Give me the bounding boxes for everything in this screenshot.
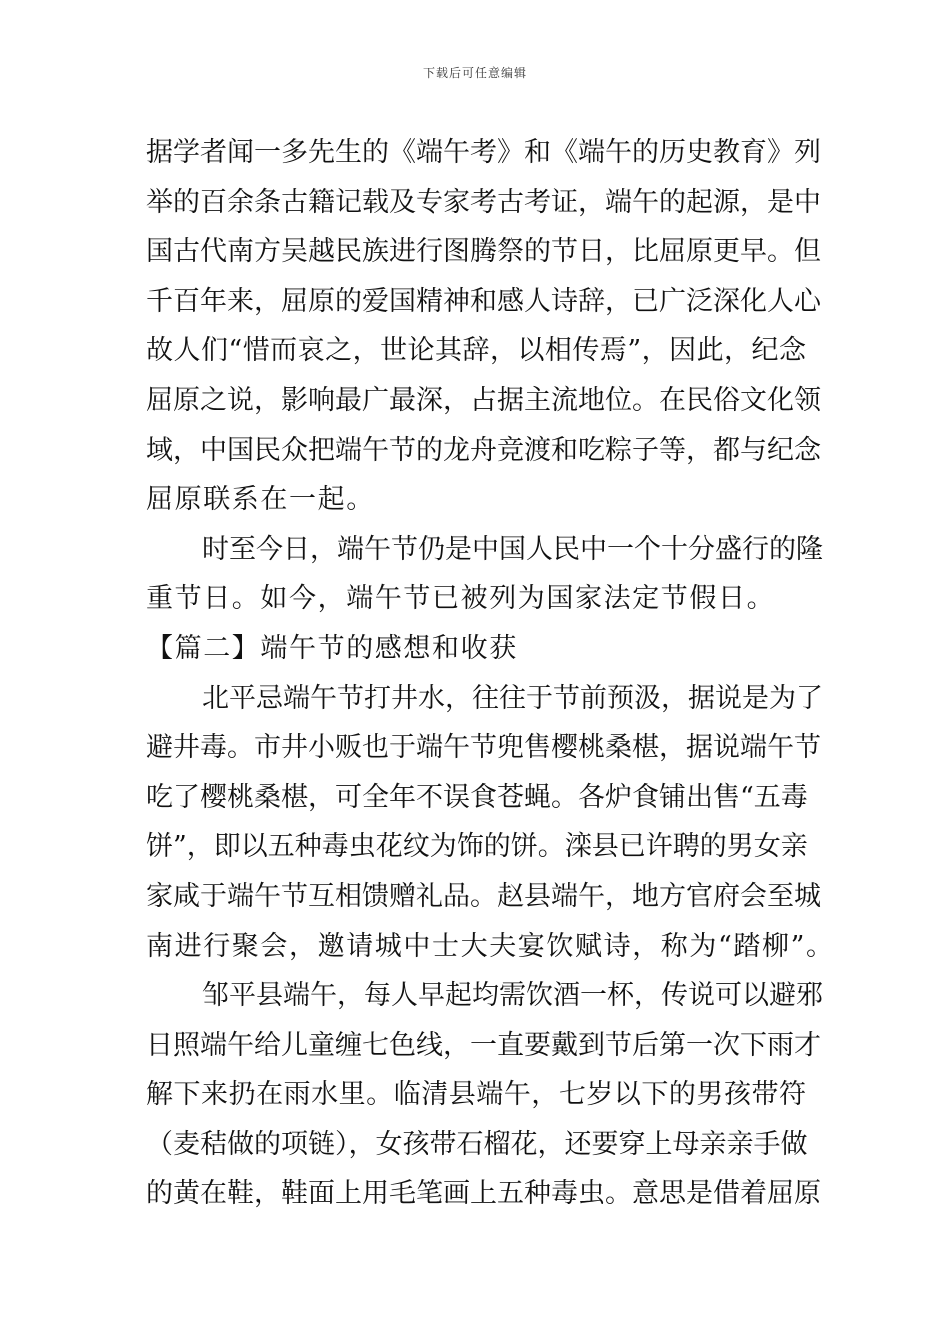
text-line: 饼”，即以五种毒虫花纹为饰的饼。滦县已许聘的男女亲 (146, 831, 808, 863)
text-line: 国古代南方吴越民族进行图腾祭的节日，比屈原更早。但 (146, 236, 821, 268)
text-line: 家咸于端午节互相馈赠礼品。赵县端午，地方官府会至城 (146, 880, 821, 912)
text-line: 故人们“惜而哀之，世论其辞，以相传焉”，因此，纪念 (146, 335, 806, 367)
text-line: 南进行聚会，邀请城中士大夫宴饮赋诗，称为“踏柳”。 (146, 930, 835, 962)
text-line: 重节日。如今，端午节已被列为国家法定节假日。 (146, 583, 776, 615)
section-heading: 【篇二】端午节的感想和收获 (146, 632, 518, 664)
text-line: 据学者闻一多先生的《端午考》和《端午的历史教育》列 (146, 137, 821, 168)
text-line: 的黄在鞋，鞋面上用毛笔画上五种毒虫。意思是借着屈原 (146, 1178, 821, 1210)
text-line: 屈原联系在一起。 (146, 484, 375, 516)
text-line: （麦秸做的项链），女孩带石榴花，还要穿上母亲亲手做 (146, 1128, 808, 1160)
text-line: 吃了樱桃桑椹，可全年不误食苍蝇。各炉食铺出售“五毒 (146, 781, 808, 813)
text-line: 日照端午给儿童缠七色线，一直要戴到节后第一次下雨才 (146, 1029, 821, 1061)
text-line: 举的百余条古籍记载及专家考古考证，端午的起源，是中 (146, 186, 821, 218)
page-header-note: 下载后可任意编辑 (422, 66, 527, 80)
text-line: 解下来扔在雨水里。临清县端午，七岁以下的男孩带符 (146, 1079, 806, 1111)
text-line: 避井毒。市井小贩也于端午节兜售樱桃桑椹，据说端午节 (146, 732, 821, 764)
text-line: 域，中国民众把端午节的龙舟竞渡和吃粽子等，都与纪念 (146, 434, 821, 466)
text-line: 北平忌端午节打井水，往往于节前预汲，据说是为了 (202, 682, 823, 714)
text-line: 屈原之说，影响最广最深，占据主流地位。在民俗文化领 (146, 384, 821, 416)
text-line: 时至今日，端午节仍是中国人民中一个十分盛行的隆 (202, 533, 823, 565)
document-body (146, 128, 835, 1219)
text-line: 邹平县端午，每人早起均需饮酒一杯，传说可以避邪 (202, 980, 823, 1012)
text-line: 千百年来，屈原的爱国精神和感人诗辞，已广泛深化人心 (146, 285, 821, 317)
